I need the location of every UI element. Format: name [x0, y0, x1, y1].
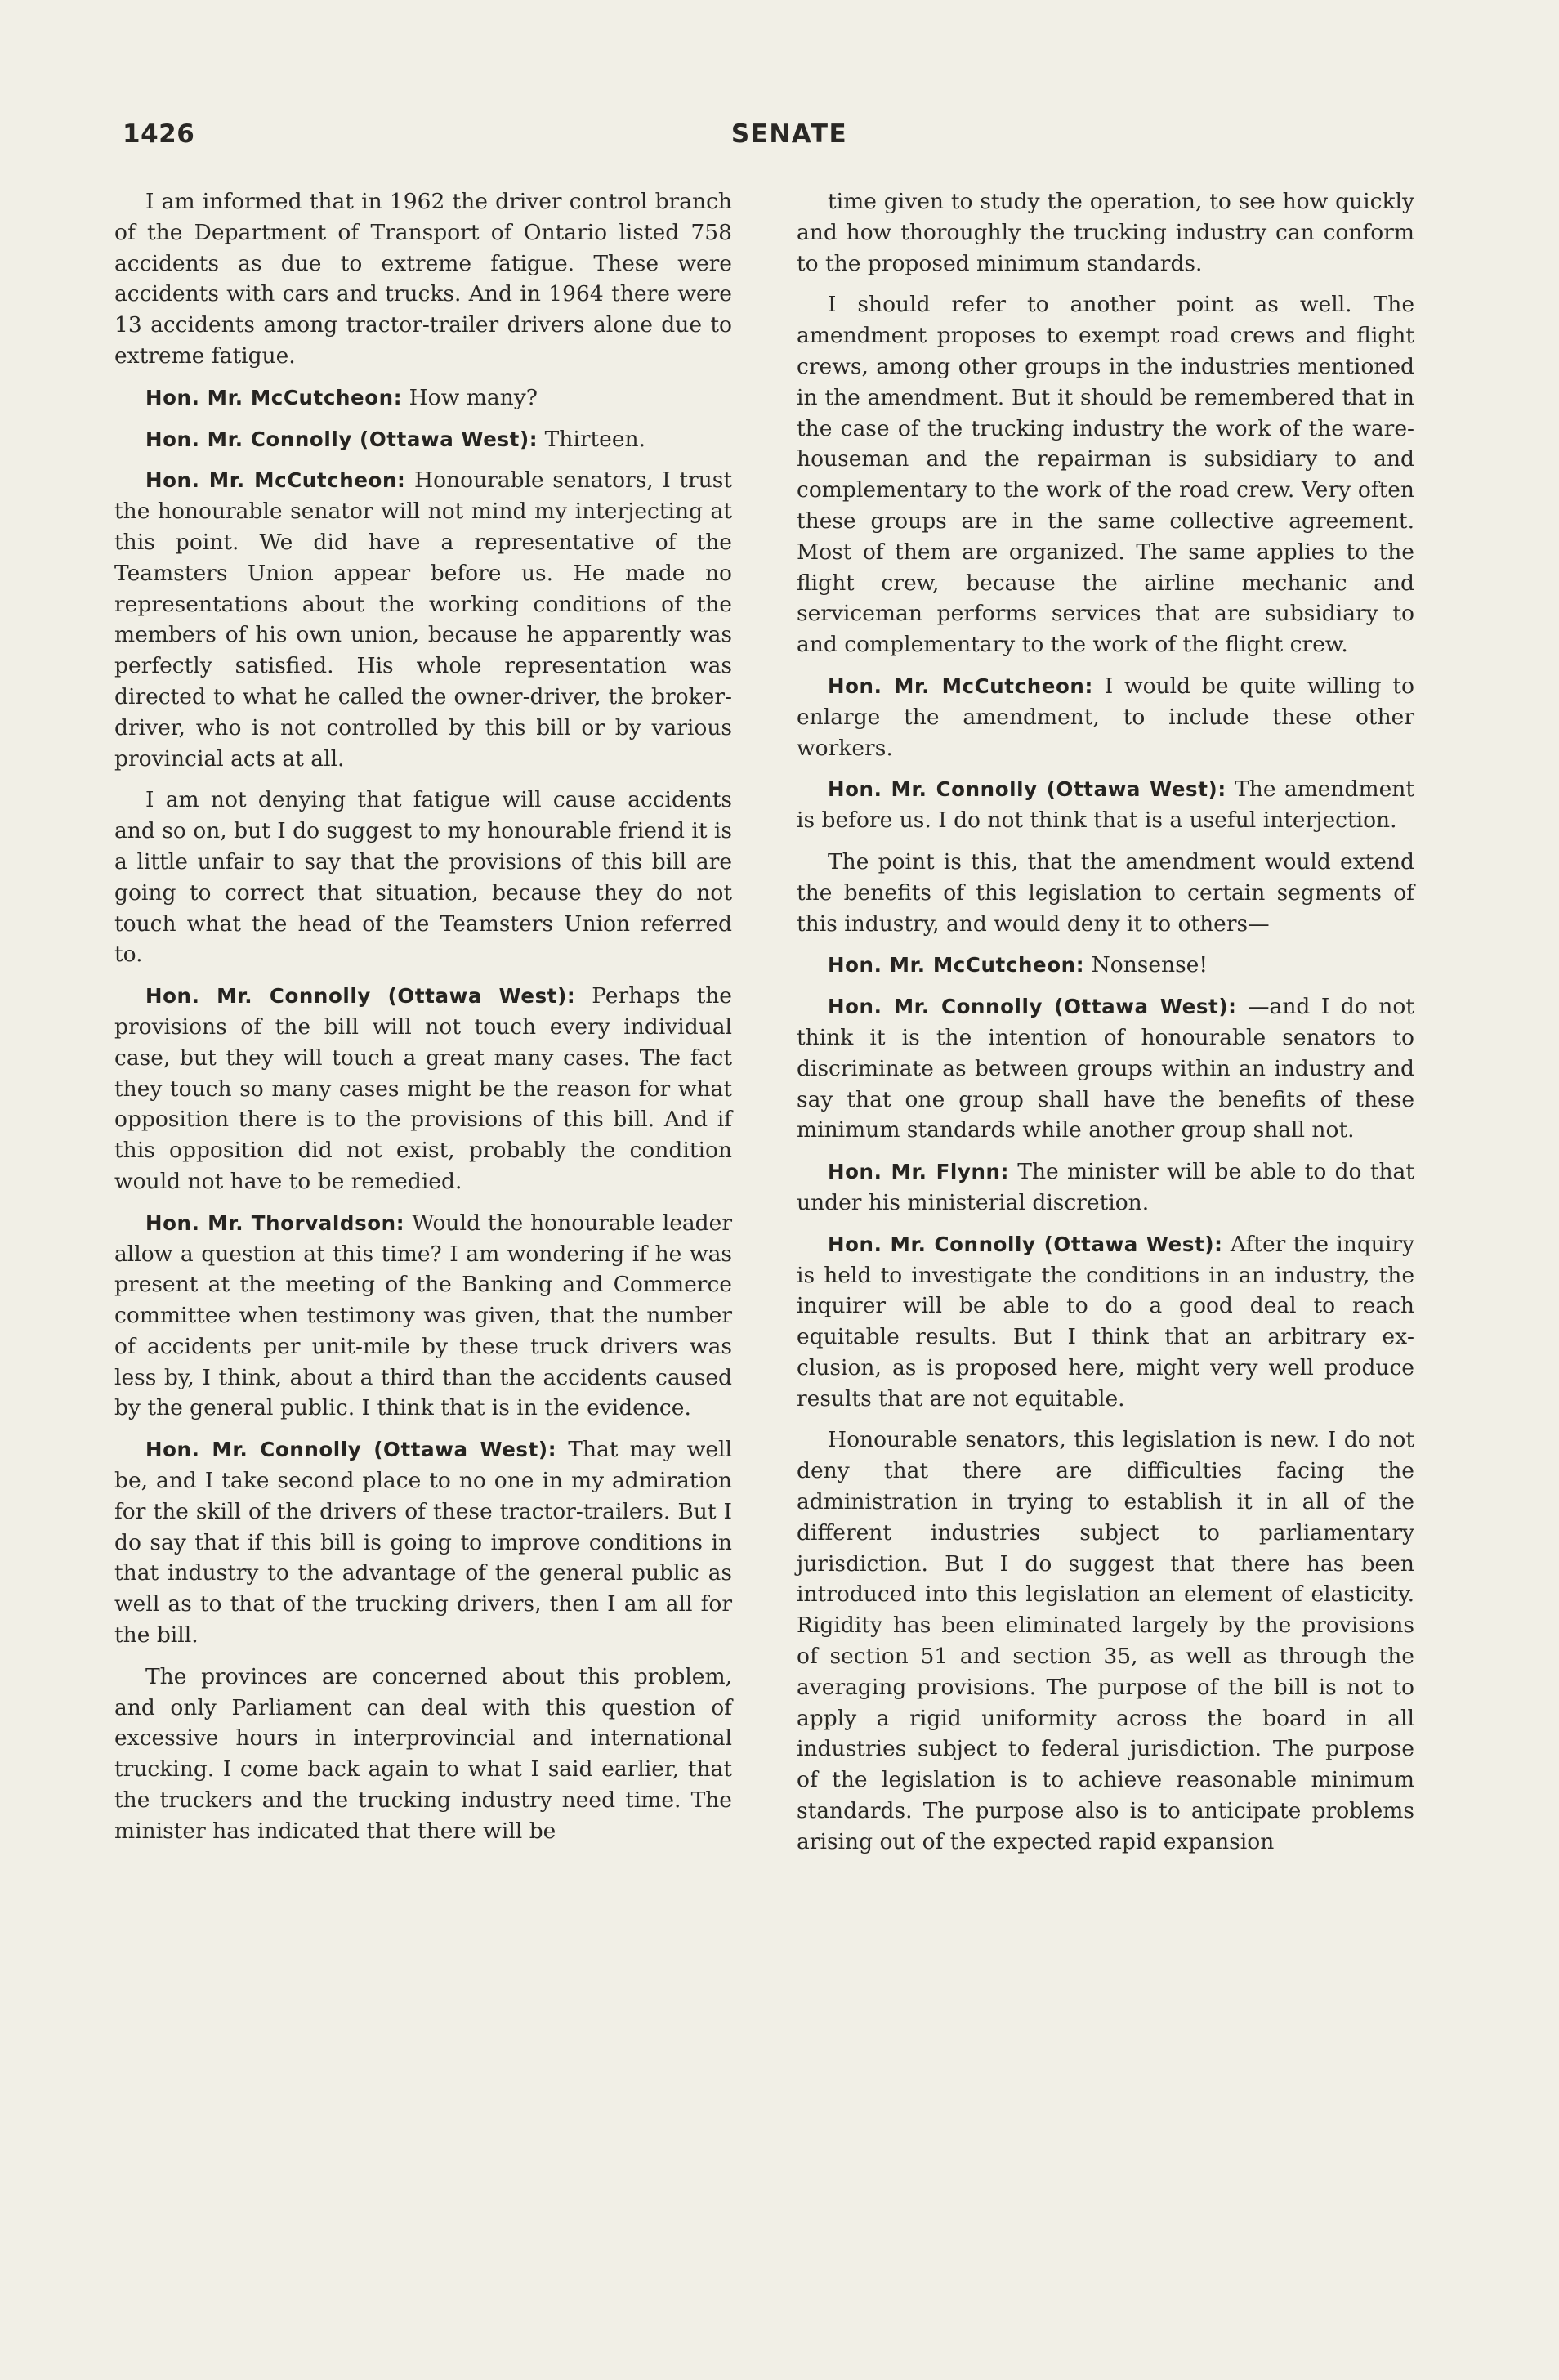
paragraph-text: Nonsense! — [1091, 952, 1208, 978]
body-paragraph — [114, 186, 732, 372]
speech-paragraph — [114, 382, 732, 414]
speaker-name: Hon. Mr. McCutcheon: — [828, 673, 1093, 698]
paragraph-text: time given to study the operation, to see how quickly and how thoroughly the trucking industry can conform to the proposed minimum standards. — [797, 189, 1414, 276]
speaker-name: Hon. Mr. Connolly (Ottawa West): — [828, 777, 1226, 802]
speech-paragraph — [114, 465, 732, 774]
paragraph-text: The provinces are concerned about this problem, and only Parliament can deal with this question of excessive hours in interprovincial and international trucking. I come back again to what I said earlier, that the truckers and the trucking industry need time. The minister has indicated that there will be — [114, 1663, 732, 1844]
speech-paragraph — [797, 991, 1414, 1146]
paragraph-text: The minister will be able to do that under his ministerial discretion. — [797, 1159, 1414, 1215]
speech-paragraph — [114, 981, 732, 1197]
speech-paragraph — [797, 1229, 1414, 1415]
paragraph-text: The amendment is before us. I do not think that is a useful interjection. — [797, 776, 1414, 834]
speech-paragraph — [114, 424, 732, 455]
speech-paragraph — [114, 1434, 732, 1651]
speaker-name: Hon. Mr. Thorvaldson: — [145, 1210, 405, 1235]
paragraph-text: After the inquiry is held to investigate the conditions in an industry, the inquirer will be able to do a good deal to reach equitable results. But I think that an arbitrary exclusion, as is proposed here, might very well produce results that are not equitable. — [797, 1231, 1414, 1411]
left-column — [114, 186, 732, 1858]
speaker-name: Hon. Mr. Flynn: — [828, 1160, 1009, 1184]
body-paragraph — [797, 847, 1414, 939]
body-paragraph — [797, 289, 1414, 660]
paragraph-text: I should refer to another point as well. The amendment proposes to exempt road crews and flight crews, among other groups in the industries mentioned in the amendment. But it should be remembered that in the case of the trucking industry the work of the warehouseman and the repairman is subsidiary to and complementary to the work of the road crew. Very often these groups are in the same collective agreement. Most of them are organized. The same applies to the flight crew, because the airline mechanic and serviceman performs services that are subsidiary to and complementary to the work of the flight crew. — [797, 292, 1414, 658]
speech-paragraph — [797, 671, 1414, 763]
speaker-name: Hon. Mr. Connolly (Ottawa West): — [145, 427, 538, 451]
speech-paragraph — [797, 1156, 1414, 1219]
body-paragraph — [797, 1425, 1414, 1857]
paragraph-text: Honourable senators, this legislation is new. I do not deny that there are difficulties facing the administration in trying to establish it in all of the different industries subject to parliamentary jurisdiction. But I do suggest that there has been introduced into this legislation an element of elasticity. Rigidity has been eliminated largely by the provisions of section 51 and section 35, as well as through the averaging provisions. The purpose of the bill is not to apply a rigid uniformity across the board in all industries subject to federal jurisdiction. The purpose of the legislation is to achieve reasonable minimum standards. The purpose also is to anticipate problems arising out of the expected rapid expansion — [797, 1427, 1414, 1854]
body-paragraph — [797, 186, 1414, 279]
speaker-name: Hon. Mr. Connolly (Ottawa West): — [828, 995, 1237, 1019]
running-head: SENATE — [730, 119, 848, 149]
paragraph-text: I am informed that in 1962 the driver control branch of the Department of Transport of Ontario listed 758 accidents as due to extreme fatigue. These were accidents with cars and trucks. And in 1964 there were 13 accidents among tractor-trailer drivers alone due to extreme fatigue. — [114, 189, 732, 369]
page-number: 1426 — [123, 119, 195, 149]
paragraph-text: The point is this, that the amendment would extend the benefits of this legislation to certain segments of this industry, and would deny it to others— — [797, 848, 1414, 937]
speaker-name: Hon. Mr. McCutcheon: — [828, 953, 1085, 978]
paragraph-text: I would be quite willing to enlarge the amendment, to include these other workers. — [797, 673, 1414, 761]
right-column — [797, 186, 1414, 1868]
body-paragraph — [114, 785, 732, 970]
paragraph-text: Honourable senators, I trust the honourable senator will not mind my interjecting at this point. We did have a representative of the Teamsters Union appear before us. He made no representations about the working conditions of the members of his own union, because he apparently was perfectly satisfied. His whole representation was directed to what he called the owner-driver, the broker-driver, who is not controlled by this bill or by various provincial acts at all. — [114, 468, 732, 772]
paragraph-text: —and I do not think it is the intention of honourable senators to discriminate as between groups within an industry and say that one group shall have the benefits of these minimum standards while another group shall not. — [797, 994, 1414, 1143]
speaker-name: Hon. Mr. McCutcheon: — [145, 385, 403, 409]
speech-paragraph — [797, 774, 1414, 836]
page-header — [123, 119, 1456, 155]
speech-paragraph — [114, 1208, 732, 1425]
paragraph-text: Would the honourable leader allow a question at this time? I am wondering if he was present at the meeting of the Banking and Commerce committee when testimony was given, that the number of accidents per unit-mile by these truck drivers was less by, I think, about a third than the accidents caused by the general public. I think that is in the evidence. — [114, 1210, 732, 1421]
speech-paragraph — [797, 950, 1414, 981]
speaker-name: Hon. Mr. Connolly (Ottawa West): — [828, 1232, 1223, 1256]
paragraph-text: Perhaps the provisions of the bill will not touch every individual case, but they will touch a great many cases. The fact they touch so many cases might be the reason for what opposition there is to the provisions of this bill. And if this opposition did not exist, probably the condition would not have to be remedied. — [114, 983, 732, 1194]
speaker-name: Hon. Mr. Connolly (Ottawa West): — [145, 1438, 557, 1462]
paragraph-text: I am not denying that fatigue will cause accidents and so on, but I do suggest to my honourable friend it is a little unfair to say that the provisions of this bill are going to correct that situation, because they do not touch what the head of the Teamsters Union referred to. — [114, 787, 732, 968]
paragraph-text: Thirteen. — [544, 426, 646, 452]
paragraph-text: That may well be, and I take second place to no one in my admiration for the skill of the drivers of these tractor-trailers. But I do say that if this bill is going to improve conditions in that industry to the advantage of the general public as well as to that of the trucking drivers, then I am all for the bill. — [114, 1437, 732, 1649]
body-paragraph — [114, 1662, 732, 1847]
speaker-name: Hon. Mr. Connolly (Ottawa West): — [145, 984, 576, 1009]
paragraph-text: How many? — [409, 384, 538, 410]
speaker-name: Hon. Mr. McCutcheon: — [145, 468, 406, 493]
